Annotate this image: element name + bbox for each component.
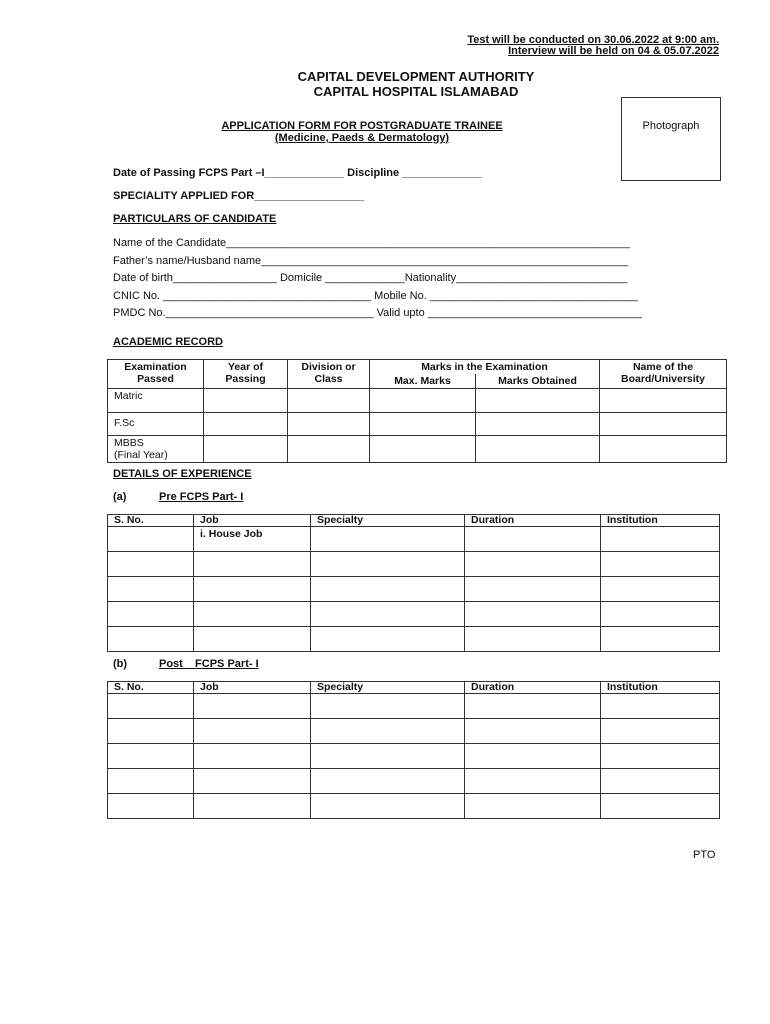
pre-fcps-table [107, 514, 720, 652]
post-fcps-title: Post FCPS Part- I [159, 658, 259, 670]
pre-fcps-title: Pre FCPS Part- I [159, 491, 244, 503]
table-row [108, 744, 720, 769]
table-row [108, 794, 720, 819]
col-year-passing: Year of Passing [204, 360, 288, 389]
col-institution: Institution [601, 682, 720, 694]
photograph-box[interactable] [621, 97, 721, 181]
col-job: Job [194, 515, 311, 527]
academic-heading: ACADEMIC RECORD [113, 336, 223, 348]
col-sno: S. No. [108, 682, 194, 694]
table-row [108, 719, 720, 744]
col-institution: Institution [601, 515, 720, 527]
table-row [108, 389, 727, 413]
photograph-label: Photograph [642, 120, 700, 132]
table-row [108, 627, 720, 652]
house-job-cell: i. House Job [194, 527, 311, 552]
row-label: MBBS (Final Year) [108, 436, 204, 463]
interview-date-notice: Interview will be held on 04 & 05.07.2022 [508, 45, 719, 57]
table-row [108, 577, 720, 602]
row-label: F.Sc [108, 413, 204, 436]
table-row [108, 602, 720, 627]
particulars-heading: PARTICULARS OF CANDIDATE [113, 213, 277, 225]
col-exam-passed: Examination Passed [108, 360, 204, 389]
fcps-passing-discipline-field[interactable]: Date of Passing FCPS Part –I_____________ Discipline _____________ [113, 167, 482, 179]
col-job: Job [194, 682, 311, 694]
table-row [108, 527, 720, 552]
col-board: Name of the Board/University [600, 360, 727, 389]
pmdc-validity-field[interactable]: PMDC No.__________________________________ Valid upto ___________________________________ [113, 307, 642, 319]
pto-label: PTO [693, 849, 716, 861]
speciality-field[interactable]: SPECIALITY APPLIED FOR__________________ [113, 190, 365, 202]
row-label: Matric [108, 389, 204, 413]
candidate-name-field[interactable]: Name of the Candidate__________________________________________________________________ [113, 237, 630, 249]
dob-domicile-nationality-field[interactable]: Date of birth_________________ Domicile _____________Nationality____________________________ [113, 272, 628, 284]
table-row [108, 769, 720, 794]
org-title: CAPITAL DEVELOPMENT AUTHORITY [297, 69, 535, 84]
pre-fcps-label: (a) [113, 491, 127, 503]
col-specialty: Specialty [311, 682, 465, 694]
col-duration: Duration [465, 515, 601, 527]
form-title: APPLICATION FORM FOR POSTGRADUATE TRAINEE [221, 120, 503, 132]
col-max-marks: Max. Marks [370, 374, 476, 389]
experience-heading: DETAILS OF EXPERIENCE [113, 468, 252, 480]
form-subtitle: (Medicine, Paeds & Dermatology) [274, 132, 450, 144]
academic-table [107, 359, 727, 463]
table-row [108, 413, 727, 436]
table-row [108, 436, 727, 463]
col-division: Division or Class [288, 360, 370, 389]
col-sno: S. No. [108, 515, 194, 527]
post-fcps-table [107, 681, 720, 819]
hospital-title: CAPITAL HOSPITAL ISLAMABAD [313, 84, 519, 99]
col-specialty: Specialty [311, 515, 465, 527]
col-marks-group: Marks in the Examination [370, 360, 600, 375]
father-name-field[interactable]: Father’s name/Husband name____________________________________________________________ [113, 255, 629, 267]
table-row [108, 552, 720, 577]
col-marks-obtained: Marks Obtained [476, 374, 600, 389]
cnic-mobile-field[interactable]: CNIC No. __________________________________ Mobile No. __________________________________ [113, 290, 638, 302]
post-fcps-label: (b) [113, 658, 128, 670]
test-date-notice: Test will be conducted on 30.06.2022 at 9:00 am. [467, 34, 719, 46]
table-row [108, 694, 720, 719]
col-duration: Duration [465, 682, 601, 694]
